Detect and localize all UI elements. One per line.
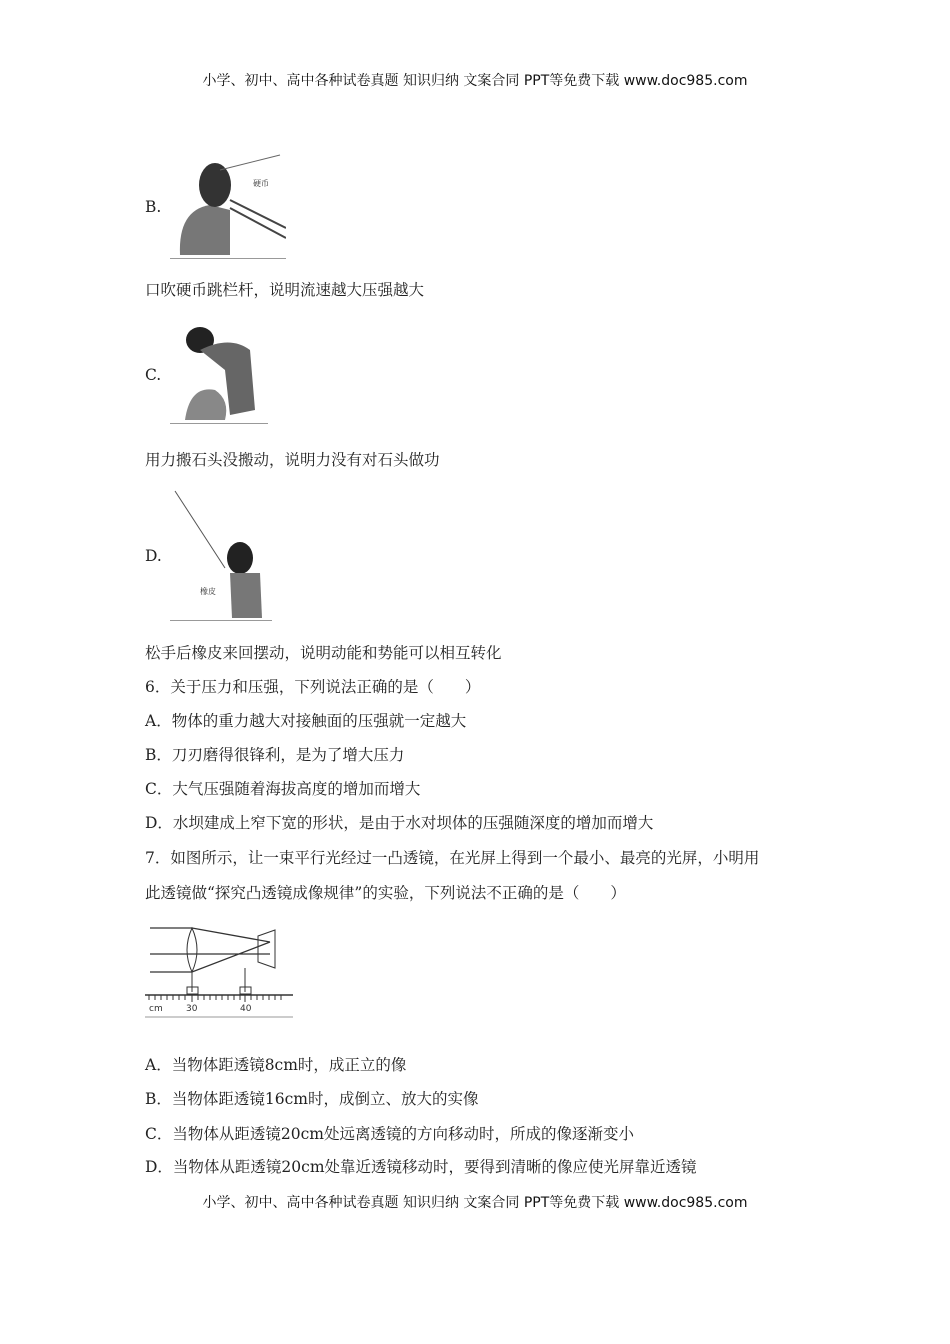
lens-optical-bench-diagram [145,920,293,1020]
option-c-label: C. [145,366,162,384]
q7-option-c: C．当物体从距透镜20cm处远离透镜的方向移动时，所成的像逐渐变小 [145,1125,634,1143]
q6-option-a: A．物体的重力越大对接触面的压强就一定越大 [145,712,467,730]
q6-option-c: C．大气压强随着海拔高度的增加而增大 [145,780,421,798]
question-7-stem-line2: 此透镜做“探究凸透镜成像规律”的实验，下列说法不正确的是（ ） [145,884,626,902]
ruler-tick-30: 30 [186,1004,198,1014]
option-d-text: 松手后橡皮来回摆动，说明动能和势能可以相互转化 [145,644,502,662]
page-header: 小学、初中、高中各种试卷真题 知识归纳 文案合同 PPT等免费下载 www.doc985.com [202,73,748,89]
option-d-label: D. [145,547,162,565]
coin-blowing-image: 硬币 [170,150,286,259]
option-b-label: B. [145,198,162,216]
page-footer: 小学、初中、高中各种试卷真题 知识归纳 文案合同 PPT等免费下载 www.doc985.com [202,1195,748,1211]
ruler-tick-40: 40 [240,1004,252,1014]
question-6-stem: 6．关于压力和压强，下列说法正确的是（ ） [145,678,481,696]
q6-option-b: B．刀刃磨得很锋利，是为了增大压力 [145,746,405,764]
q7-option-a: A．当物体距透镜8cm时，成正立的像 [145,1056,407,1074]
option-c-text: 用力搬石头没搬动，说明力没有对石头做功 [145,451,440,469]
q7-option-d: D．当物体从距透镜20cm处靠近透镜移动时，要得到清晰的像应使光屏靠近透镜 [145,1158,697,1176]
lifting-stone-image [170,320,268,424]
pendulum-eraser-image: 橡皮 [170,488,272,621]
q7-option-b: B．当物体距透镜16cm时，成倒立、放大的实像 [145,1090,479,1108]
ruler-unit: cm [149,1004,163,1014]
q6-option-d: D．水坝建成上窄下宽的形状，是由于水对坝体的压强随深度的增加而增大 [145,814,654,832]
option-b-text: 口吹硬币跳栏杆，说明流速越大压强越大 [145,281,425,299]
question-7-stem-line1: 7．如图所示，让一束平行光经过一凸透镜，在光屏上得到一个最小、最亮的光屏，小明用 [145,849,760,867]
